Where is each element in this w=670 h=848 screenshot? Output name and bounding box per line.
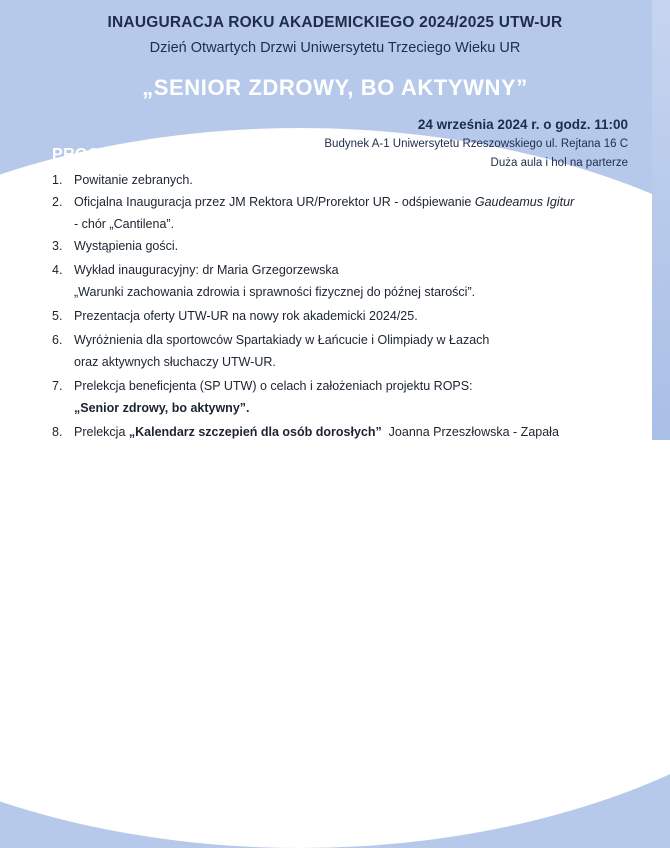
item-text: Wystąpienia gości. <box>74 239 179 253</box>
item-number: 7. <box>52 379 63 393</box>
item-number: 4. <box>52 263 63 277</box>
event-slogan: „SENIOR ZDROWY, BO AKTYWNY” <box>142 75 528 100</box>
event-building: Budynek A-1 Uniwersytetu Rzeszowskiego ul. Rejtana 16 C <box>324 138 628 150</box>
item-text-part: Joanna Przeszłowska - Zapała <box>381 425 559 439</box>
item-number: 8. <box>52 425 63 439</box>
item-number: 5. <box>52 309 63 323</box>
item-text: Prelekcja beneficjenta (SP UTW) o celach i założeniach projektu ROPS: <box>74 379 473 393</box>
event-subtitle: Dzień Otwartych Drzwi Uniwersytetu Trzeciego Wieku UR <box>149 40 521 56</box>
item-text-italic: Gaudeamus Igitur <box>474 195 575 209</box>
item-text-part: Prelekcja <box>74 425 129 439</box>
item-number: 1. <box>52 173 63 187</box>
item-text-bold: „Kalendarz szczepień dla osób dorosłych” <box>128 425 382 439</box>
program-heading: PROGRAM <box>52 146 139 163</box>
item-number: 3. <box>52 239 63 253</box>
item-number: 6. <box>52 333 63 347</box>
event-title: INAUGURACJA ROKU AKADEMICKIEGO 2024/2025 UTW-UR <box>107 14 563 31</box>
item-text-continued: oraz aktywnych słuchaczy UTW-UR. <box>74 355 276 369</box>
event-room: Duża aula i hol na parterze <box>490 157 628 169</box>
item-text-continued: „Warunki zachowania zdrowia i sprawności fizycznej do późnej starości”. <box>74 285 476 299</box>
item-text-part: Oficjalna Inauguracja przez JM Rektora UR/Prorektor UR - odśpiewanie <box>74 195 475 209</box>
item-text: Wyróżnienia dla sportowców Spartakiady w Łańcucie i Olimpiady w Łazach <box>74 333 490 347</box>
item-number: 2. <box>52 195 63 209</box>
item-text: Powitanie zebranych. <box>74 173 193 187</box>
item-text <box>74 195 574 209</box>
item-text <box>74 425 559 439</box>
item-text-continued: - chór „Cantilena”. <box>74 217 175 231</box>
item-text: Prezentacja oferty UTW-UR na nowy rok akademicki 2024/25. <box>74 309 418 323</box>
item-text-bold: „Senior zdrowy, bo aktywny”. <box>74 401 250 415</box>
event-date: 24 września 2024 r. o godz. 11:00 <box>417 117 628 132</box>
item-text: Wykład inauguracyjny: dr Maria Grzegorzewska <box>74 263 339 277</box>
